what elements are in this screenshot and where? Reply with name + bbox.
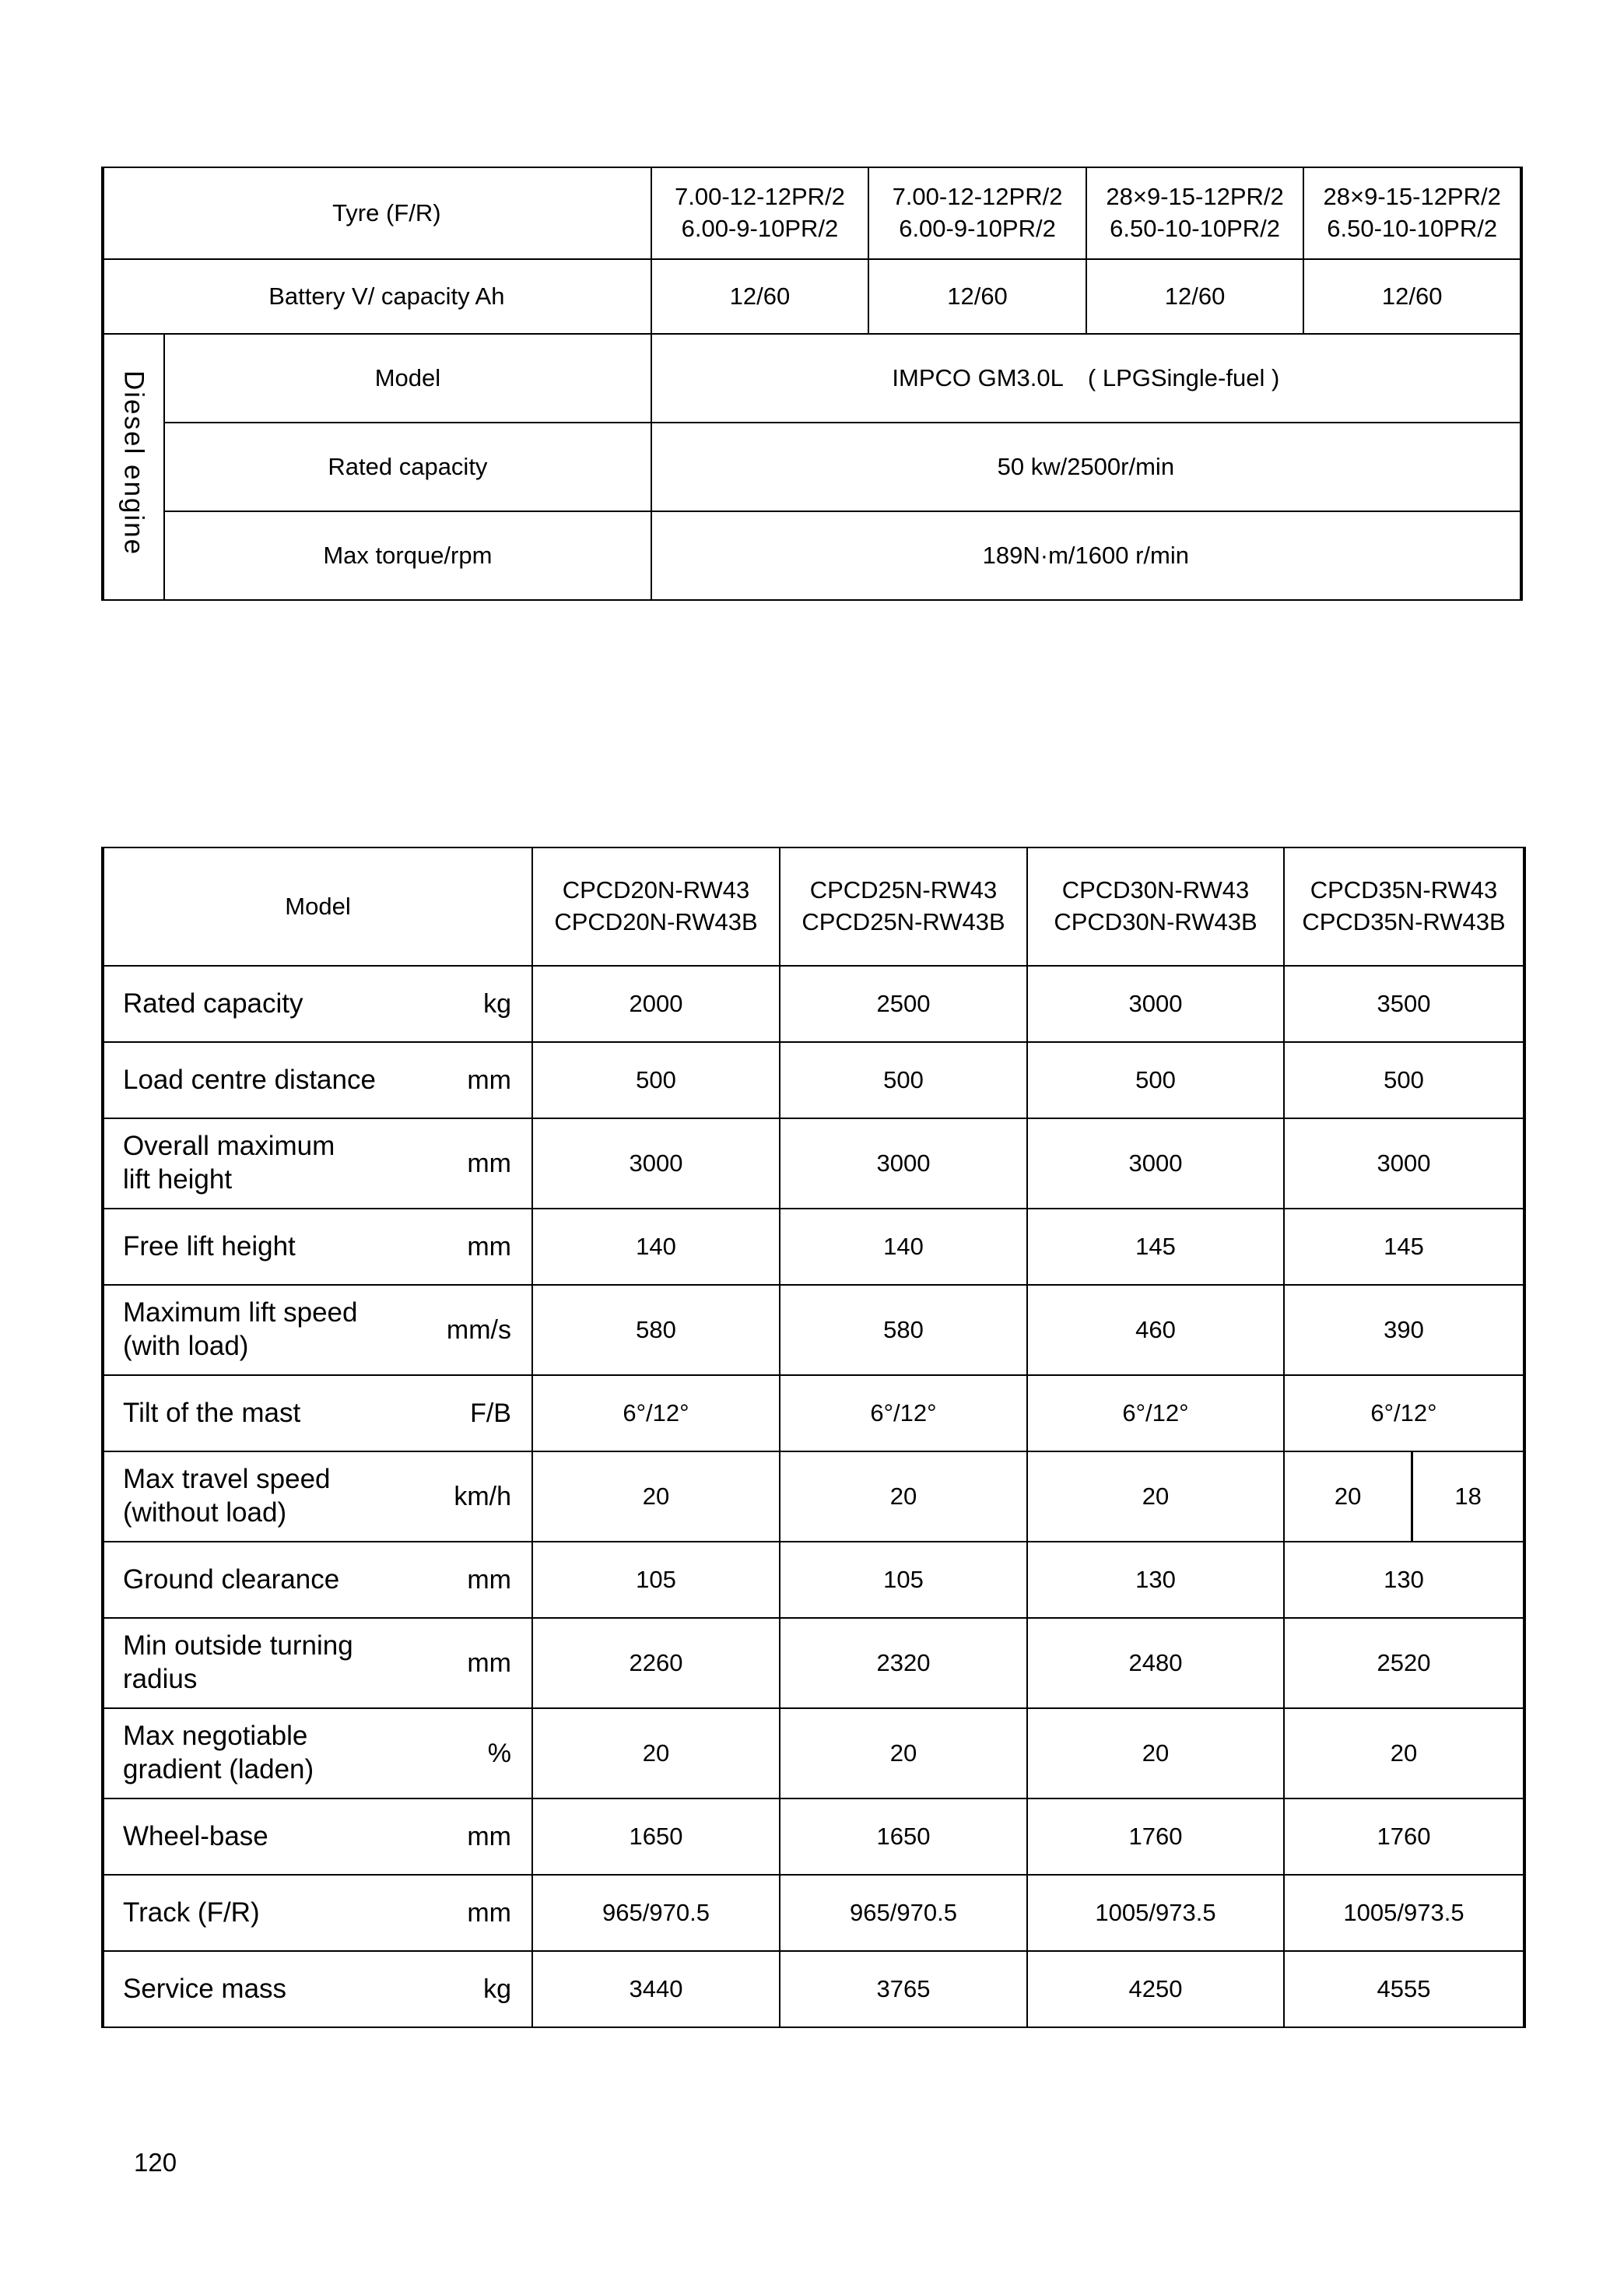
- cell-value: 3000: [1027, 966, 1284, 1042]
- row-label-unit: km/h: [454, 1481, 511, 1511]
- battery-value-col1: 12/60: [651, 259, 869, 334]
- cell-value: 1760: [1027, 1798, 1284, 1875]
- row-label-cell: [103, 1209, 532, 1285]
- battery-value-col2: 12/60: [868, 259, 1086, 334]
- row-label-name: Load centre distance: [123, 1064, 376, 1095]
- cell-value: 130: [1284, 1542, 1524, 1618]
- table-row: [103, 1708, 1524, 1798]
- row-label-engine-model: Model: [164, 334, 651, 423]
- row-label-name: Ground clearance: [123, 1563, 340, 1595]
- table-row: [103, 1542, 1524, 1618]
- cell-value: 20: [1284, 1708, 1524, 1798]
- cell-value: 2320: [780, 1618, 1027, 1708]
- cell-value: 580: [532, 1285, 780, 1375]
- row-label-name: Max travel speed (without load): [123, 1464, 331, 1528]
- cell-value: 3000: [780, 1118, 1027, 1209]
- table-row: [103, 259, 1521, 334]
- cell-value: 500: [532, 1042, 780, 1118]
- row-label-cell: [103, 1375, 532, 1451]
- section-label-text: Diesel engine: [118, 370, 149, 556]
- cell-value: 6°/12°: [1284, 1375, 1524, 1451]
- cell-value: 2260: [532, 1618, 780, 1708]
- row-label-name: Wheel-base: [123, 1820, 268, 1851]
- engine-spec-table: [101, 167, 1523, 601]
- cell-value: 130: [1027, 1542, 1284, 1618]
- header-model-col2: [780, 847, 1027, 966]
- cell-value: 3000: [1027, 1118, 1284, 1209]
- row-label-unit: kg: [483, 1974, 511, 2004]
- row-label-name: Service mass: [123, 1973, 287, 2004]
- table-row: [103, 1375, 1524, 1451]
- cell-value: 500: [1284, 1042, 1524, 1118]
- cell-value: 580: [780, 1285, 1027, 1375]
- model-spec-table: [101, 847, 1526, 2028]
- cell-value: 965/970.5: [780, 1875, 1027, 1951]
- row-label-unit: mm: [467, 1821, 511, 1851]
- header-model-col3: [1027, 847, 1284, 966]
- table-row: [103, 167, 1521, 259]
- table-row: [103, 511, 1521, 600]
- engine-model-value: IMPCO GM3.0L ( LPGSingle-fuel ): [651, 334, 1521, 423]
- header-model-text: CPCD20N-RW43 CPCD20N-RW43B: [554, 876, 758, 935]
- cell-value: 140: [780, 1209, 1027, 1285]
- cell-value: 500: [780, 1042, 1027, 1118]
- table-row: [103, 1285, 1524, 1375]
- cell-value: 20: [1027, 1708, 1284, 1798]
- cell-value: 3440: [532, 1951, 780, 2027]
- engine-max-torque-value: 189N·m/1600 r/min: [651, 511, 1521, 600]
- row-label-engine-max-torque: Max torque/rpm: [164, 511, 651, 600]
- cell-value: 390: [1284, 1285, 1524, 1375]
- cell-value: 145: [1284, 1209, 1524, 1285]
- cell-value: 140: [532, 1209, 780, 1285]
- header-model-col4: [1284, 847, 1524, 966]
- row-label-cell: [103, 1875, 532, 1951]
- table-header-row: [103, 847, 1524, 966]
- row-label-name: Tilt of the mast: [123, 1397, 301, 1428]
- page-number: 120: [134, 2148, 177, 2177]
- table-row: [103, 423, 1521, 511]
- table-row: [103, 334, 1521, 423]
- cell-value: 145: [1027, 1209, 1284, 1285]
- cell-value: 3000: [532, 1118, 780, 1209]
- cell-value: 1760: [1284, 1798, 1524, 1875]
- cell-value: [1284, 1451, 1524, 1542]
- cell-value: 1650: [780, 1798, 1027, 1875]
- cell-value: 1650: [532, 1798, 780, 1875]
- cell-value: 3765: [780, 1951, 1027, 2027]
- row-label-battery: Battery V/ capacity Ah: [103, 259, 651, 334]
- row-label-unit: %: [487, 1738, 511, 1768]
- row-label-unit: mm: [467, 1231, 511, 1262]
- row-label-cell: [103, 1951, 532, 2027]
- cell-value: 3000: [1284, 1118, 1524, 1209]
- cell-value: 20: [780, 1708, 1027, 1798]
- tyre-value-col1: [651, 167, 869, 259]
- table-row: [103, 1951, 1524, 2027]
- row-label-name: Track (F/R): [123, 1897, 260, 1928]
- cell-value: 6°/12°: [780, 1375, 1027, 1451]
- table-row: [103, 1618, 1524, 1708]
- cell-value: 20: [1027, 1451, 1284, 1542]
- tyre-value-line: 28×9-15-12PR/2 6.50-10-10PR/2: [1106, 183, 1284, 242]
- row-label-cell: [103, 1798, 532, 1875]
- engine-rated-capacity-value: 50 kw/2500r/min: [651, 423, 1521, 511]
- tyre-value-line: 7.00-12-12PR/2 6.00-9-10PR/2: [892, 183, 1063, 242]
- header-model-text: CPCD25N-RW43 CPCD25N-RW43B: [801, 876, 1005, 935]
- battery-value-col3: 12/60: [1086, 259, 1304, 334]
- row-label-cell: [103, 1118, 532, 1209]
- tyre-value-col2: [868, 167, 1086, 259]
- cell-value: 4250: [1027, 1951, 1284, 2027]
- table-row: [103, 1209, 1524, 1285]
- cell-value: 3500: [1284, 966, 1524, 1042]
- cell-value: 2000: [532, 966, 780, 1042]
- cell-value: 2500: [780, 966, 1027, 1042]
- cell-value-secondary: 18: [1454, 1482, 1482, 1510]
- row-label-name: Overall maximum lift height: [123, 1131, 335, 1195]
- cell-value: 2520: [1284, 1618, 1524, 1708]
- table-row: [103, 966, 1524, 1042]
- table-row: [103, 1042, 1524, 1118]
- row-label-cell: [103, 1708, 532, 1798]
- cell-value: 20: [532, 1708, 780, 1798]
- row-label-cell: [103, 1618, 532, 1708]
- battery-value-col4: 12/60: [1303, 259, 1521, 334]
- row-label-cell: [103, 1451, 532, 1542]
- row-label-name: Rated capacity: [123, 988, 303, 1019]
- row-label-unit: mm: [467, 1648, 511, 1678]
- row-label-cell: [103, 1042, 532, 1118]
- cell-value: 4555: [1284, 1951, 1524, 2027]
- row-label-cell: [103, 966, 532, 1042]
- cell-value: 105: [532, 1542, 780, 1618]
- cell-value: 20: [532, 1451, 780, 1542]
- cell-value: 105: [780, 1542, 1027, 1618]
- cell-value-primary: 20: [1285, 1452, 1413, 1541]
- table-row: [103, 1875, 1524, 1951]
- row-label-cell: [103, 1285, 532, 1375]
- tyre-value-col3: [1086, 167, 1304, 259]
- header-label-model: Model: [103, 847, 532, 966]
- cell-value: 20: [780, 1451, 1027, 1542]
- row-label-engine-rated-capacity: Rated capacity: [164, 423, 651, 511]
- header-model-col1: [532, 847, 780, 966]
- row-label-cell: [103, 1542, 532, 1618]
- row-label-unit: mm/s: [446, 1314, 511, 1345]
- header-model-text: CPCD30N-RW43 CPCD30N-RW43B: [1054, 876, 1257, 935]
- cell-value: 500: [1027, 1042, 1284, 1118]
- cell-value: 460: [1027, 1285, 1284, 1375]
- row-label-name: Min outside turning radius: [123, 1630, 353, 1694]
- cell-value: 6°/12°: [532, 1375, 780, 1451]
- row-label-unit: F/B: [470, 1398, 511, 1428]
- tyre-value-col4: [1303, 167, 1521, 259]
- cell-value: 1005/973.5: [1284, 1875, 1524, 1951]
- cell-value: 965/970.5: [532, 1875, 780, 1951]
- cell-value: 1005/973.5: [1027, 1875, 1284, 1951]
- row-label-unit: kg: [483, 988, 511, 1019]
- row-label-name: Maximum lift speed (with load): [123, 1297, 358, 1361]
- row-label-name: Max negotiable gradient (laden): [123, 1721, 314, 1784]
- cell-value: 6°/12°: [1027, 1375, 1284, 1451]
- row-label-unit: mm: [467, 1065, 511, 1095]
- tyre-value-line: 7.00-12-12PR/2 6.00-9-10PR/2: [675, 183, 845, 242]
- tyre-value-line: 28×9-15-12PR/2 6.50-10-10PR/2: [1323, 183, 1501, 242]
- table-row: [103, 1798, 1524, 1875]
- section-label-diesel-engine: [103, 334, 164, 600]
- table-row: [103, 1451, 1524, 1542]
- row-label-unit: mm: [467, 1897, 511, 1928]
- header-model-text: CPCD35N-RW43 CPCD35N-RW43B: [1302, 876, 1506, 935]
- cell-value: 2480: [1027, 1618, 1284, 1708]
- row-label-name: Free lift height: [123, 1230, 296, 1262]
- row-label-tyre: Tyre (F/R): [103, 167, 651, 259]
- row-label-unit: mm: [467, 1148, 511, 1178]
- row-label-unit: mm: [467, 1564, 511, 1595]
- table-row: [103, 1118, 1524, 1209]
